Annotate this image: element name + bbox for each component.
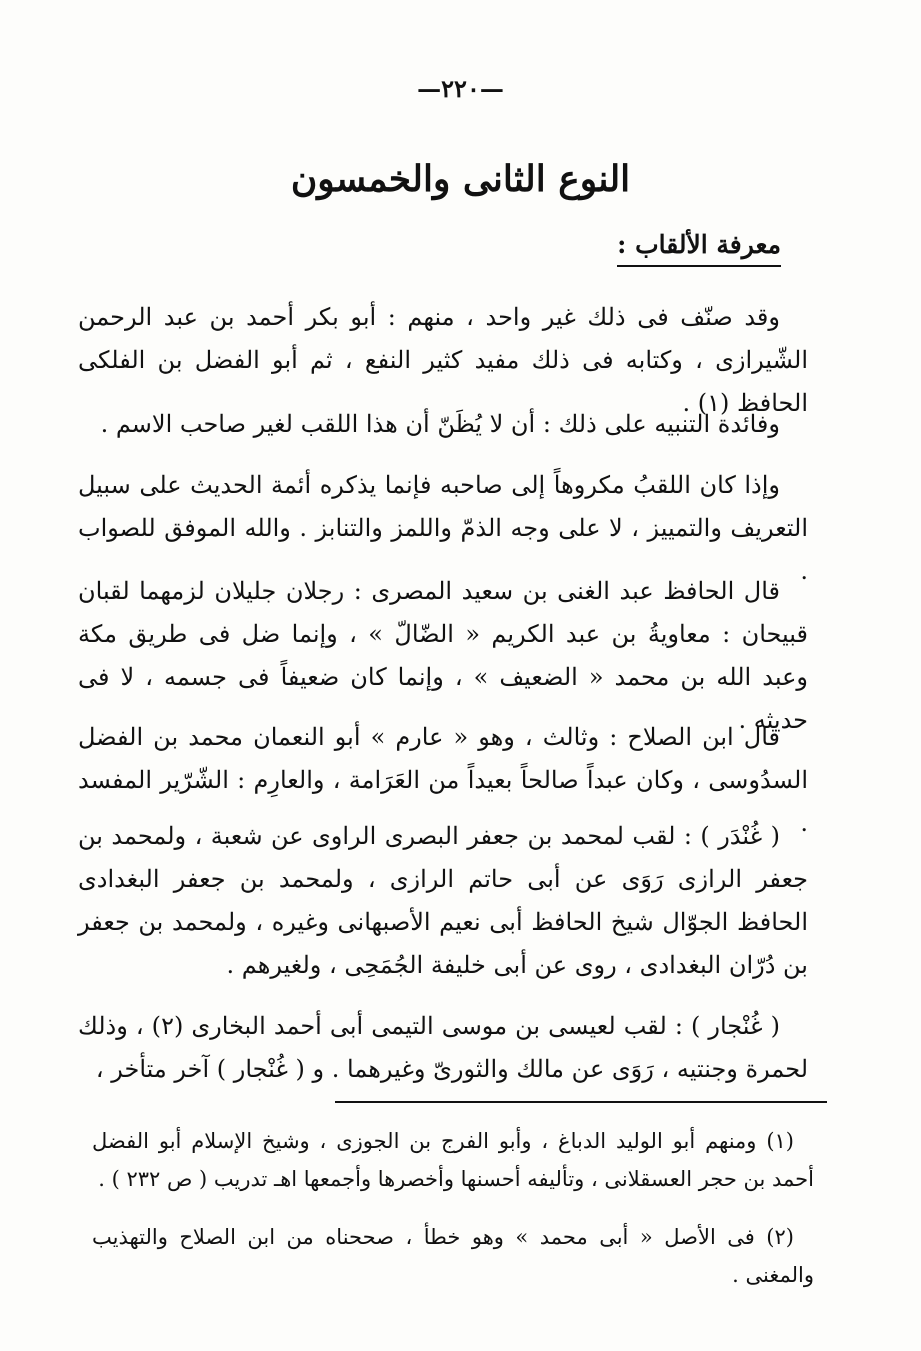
- paragraph-text: وفائدة التنبيه على ذلك : أن لا يُظَنّ أن هذا اللقب لغير صاحب الاسم .: [100, 410, 780, 438]
- paragraph-text: وإذا كان اللقبُ مكروهاً إلى صاحبه فإنما يذكره أئمة الحديث على سبيل التعريف والتمييز ، لا على وجه الذمّ واللمز والتنابز . والله الموفق للصواب .: [78, 471, 808, 585]
- footnote-text: (٢) فى الأصل « أبى محمد » وهو خطأ ، صححناه من ابن الصلاح والتهذيب والمغنى .: [92, 1225, 814, 1287]
- paragraph-text: ( غُنْجار ) : لقب لعيسى بن موسى التيمى أبى أحمد البخارى (٢) ، وذلك لحمرة وجنتيه ، رَوَى عن مالك والثورىّ وغيرهما . و ( غُنْجار ) آخر متأخر ،: [78, 1012, 808, 1083]
- paragraph-text: قال الحافظ عبد الغنى بن سعيد المصرى : رجلان جليلان لزمهما لقبان قبيحان : معاويةُ بن عبد الكريم « الضّالّ » ، وإنما ضل فى طريق مكة وعبد الله بن محمد « الضعيف » ، وإنما كان ضعيفاً فى جسمه ، لا فى حديثه .: [78, 577, 808, 734]
- paragraph-text: قال ابن الصلاح : وثالث ، وهو « عارم » أبو النعمان محمد بن الفضل السدُوسى ، وكان عبداً صالحاً بعيداً من العَرَامة ، والعارِم : الشّرّير المفسد .: [78, 723, 808, 837]
- footnote-divider: [335, 1101, 827, 1103]
- page-number: —٢٢٠—: [417, 74, 504, 103]
- paragraph-7: [78, 1005, 808, 1091]
- chapter-title: النوع الثانى والخمسون: [290, 158, 631, 200]
- footnote-text: (١) ومنهم أبو الوليد الدباغ ، وأبو الفرج بن الجوزى ، وشيخ الإسلام أبو الفضل أحمد بن حجر العسقلانى ، وتأليفه أحسنها وأخصرها وأجمعها اهـ تدريب ( ص ٢٣٢ ) .: [92, 1129, 814, 1191]
- paragraph-6: [78, 815, 808, 987]
- paragraph-text: ( غُنْدَر ) : لقب لمحمد بن جعفر البصرى الراوى عن شعبة ، ولمحمد بن جعفر الرازى رَوَى عن أبى حاتم الرازى ، ولمحمد بن جعفر البغدادى الحافظ الجوّال شيخ الحافظ أبى نعيم الأصبهانى وغيره ، ولمحمد بن جعفر بن دُرّان البغدادى ، روى عن أبى خليفة الجُمَحِى ، ولغيرهم .: [78, 822, 808, 979]
- footnote-2: [92, 1218, 814, 1294]
- paragraph-text: وقد صنّف فى ذلك غير واحد ، منهم : أبو بكر أحمد بن عبد الرحمن الشّيرازى ، وكتابه فى ذلك مفيد كثير النفع ، ثم أبو الفضل بن الفلكى الحافظ (١) .: [78, 303, 808, 417]
- paragraph-2: [78, 403, 808, 446]
- topic-heading: معرفة الألقاب :: [617, 230, 781, 267]
- footnote-1: [92, 1122, 814, 1198]
